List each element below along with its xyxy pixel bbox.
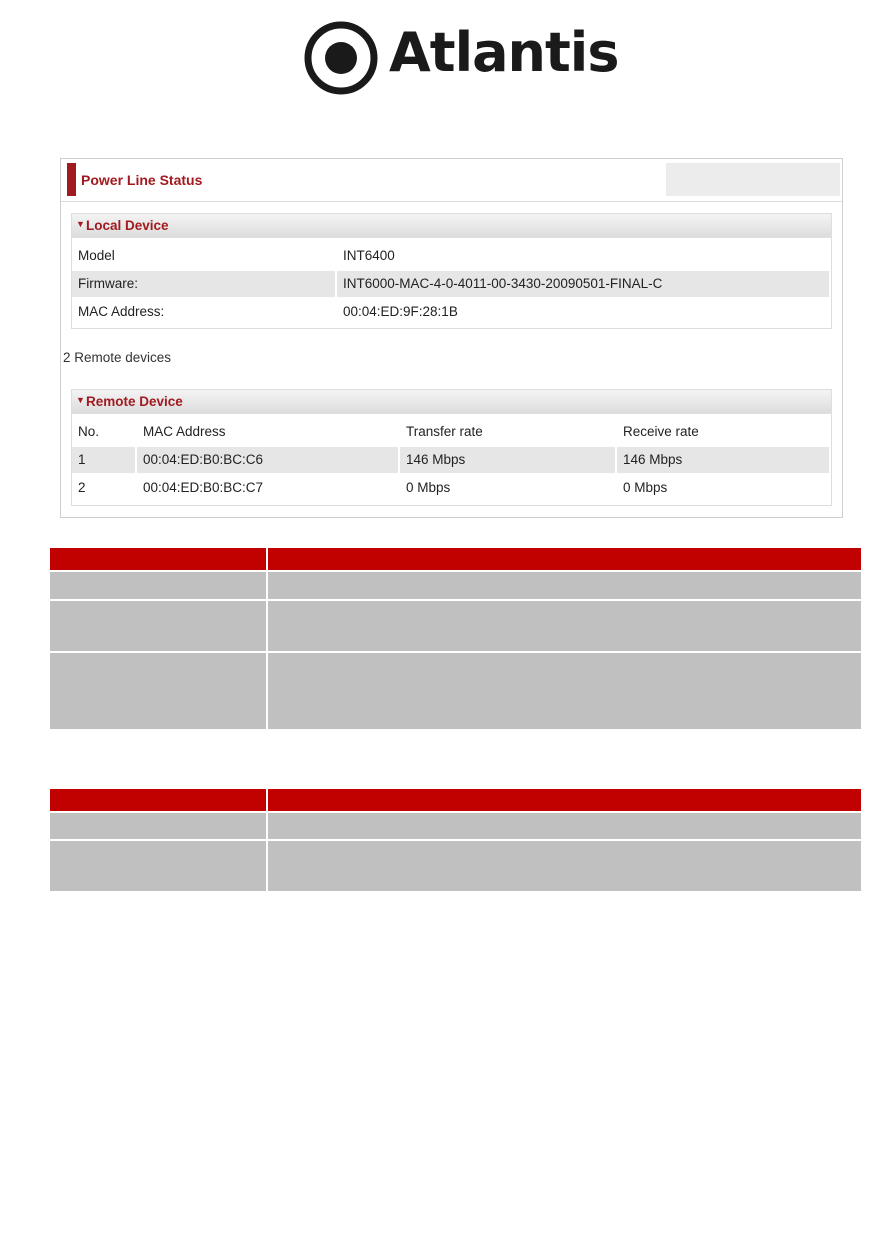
table-cell: 00:04:ED:B0:BC:C6 <box>137 447 398 473</box>
remote-device-count: 2 Remote devices <box>63 350 172 365</box>
row-label: Firmware: <box>72 271 335 297</box>
remote-device-header[interactable] <box>72 390 831 414</box>
local-device-section <box>71 213 832 329</box>
column-header: No. <box>78 424 100 439</box>
table-row <box>50 570 861 599</box>
panel-header <box>61 159 842 202</box>
local-device-row-model <box>72 243 831 271</box>
table-cell: 0 Mbps <box>406 480 451 495</box>
atlantis-logo-icon <box>303 20 381 96</box>
table-cell: 00:04:ED:B0:BC:C7 <box>143 480 264 495</box>
table-cell: 146 Mbps <box>400 447 615 473</box>
table-cell: 2 <box>78 480 86 495</box>
description-table-1 <box>50 548 861 729</box>
table-row <box>72 475 831 503</box>
remote-device-section <box>71 389 832 506</box>
collapse-triangle-icon: ▼ <box>76 395 85 405</box>
local-device-header[interactable] <box>72 214 831 238</box>
power-line-status-panel <box>60 158 843 518</box>
table-row <box>50 599 861 651</box>
column-header: Transfer rate <box>406 424 483 439</box>
local-device-row-firmware <box>72 271 831 299</box>
header-accent-bar <box>67 163 76 196</box>
brand-name: Atlantis <box>389 21 619 84</box>
column-header: Receive rate <box>623 424 699 439</box>
table-cell: 0 Mbps <box>623 480 668 495</box>
row-value: INT6400 <box>343 248 395 263</box>
table-row <box>50 811 861 839</box>
collapse-triangle-icon: ▼ <box>76 219 85 229</box>
table-header-row <box>50 789 861 811</box>
remote-device-heading: Remote Device <box>86 394 183 409</box>
local-device-heading: Local Device <box>86 218 169 233</box>
atlantis-logo <box>303 20 619 96</box>
row-value: INT6000-MAC-4-0-4011-00-3430-20090501-FINAL-C <box>337 271 829 297</box>
table-row <box>72 447 831 475</box>
local-device-row-mac <box>72 299 831 327</box>
page-title: Power Line Status <box>81 172 203 188</box>
column-header: MAC Address <box>143 424 226 439</box>
description-table-2 <box>50 789 861 891</box>
row-label: MAC Address: <box>78 304 165 319</box>
table-cell: 146 Mbps <box>617 447 829 473</box>
table-cell: 1 <box>72 447 135 473</box>
table-row <box>50 651 861 729</box>
header-blank-area <box>666 163 840 196</box>
table-header-row <box>50 548 861 570</box>
row-label: Model <box>78 248 115 263</box>
remote-device-header-row <box>72 419 831 447</box>
row-value: 00:04:ED:9F:28:1B <box>343 304 458 319</box>
table-row <box>50 839 861 891</box>
